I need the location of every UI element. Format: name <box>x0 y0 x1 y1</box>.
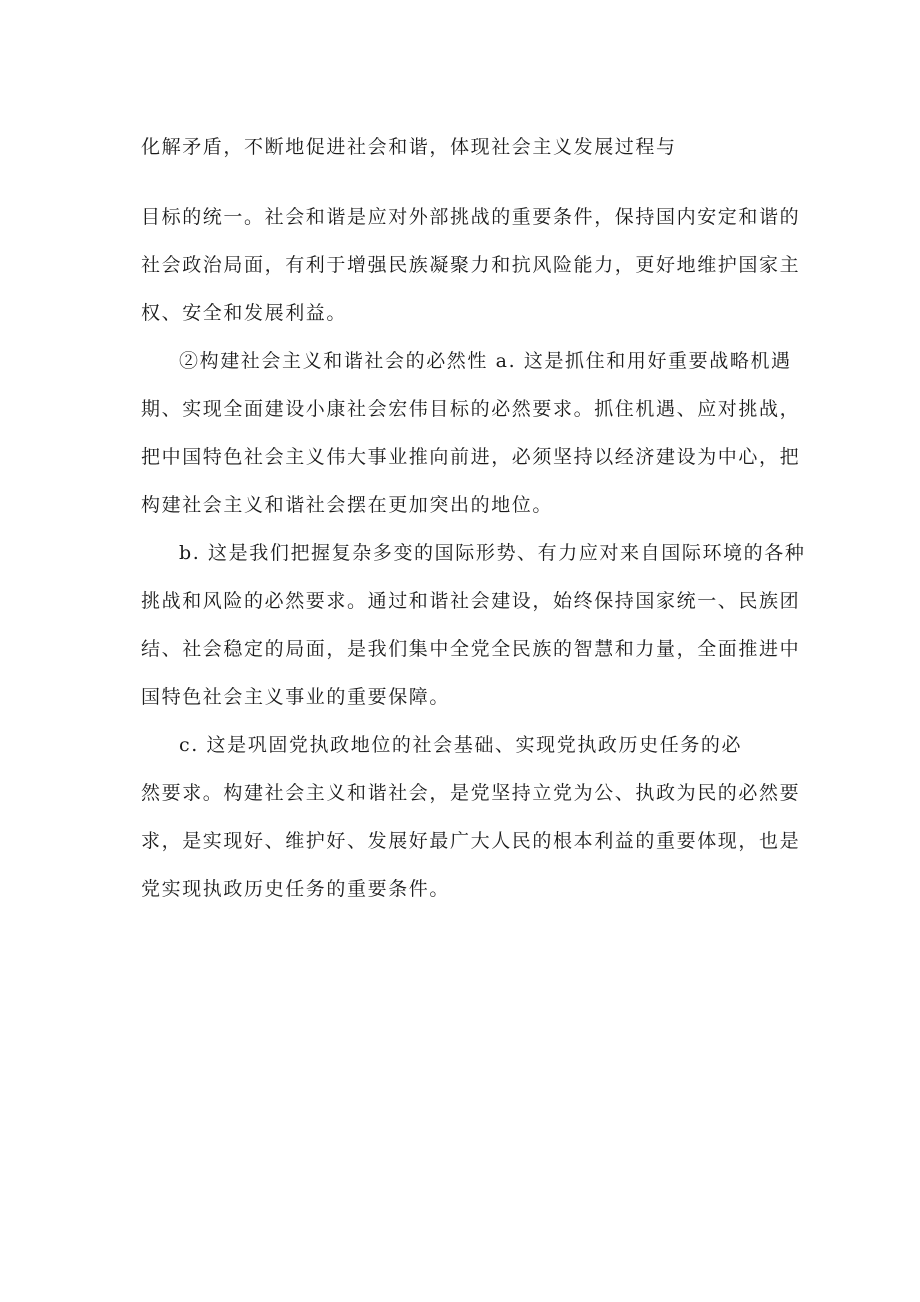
text-line: b. 这是我们把握复杂多变的国际形势、有力应对来自国际环境的各种 <box>179 542 806 564</box>
text-line: 构建社会主义和谐社会摆在更加突出的地位。 <box>141 494 554 516</box>
text-line: 党实现执政历史任务的重要条件。 <box>141 878 451 900</box>
text-line: 结、社会稳定的局面，是我们集中全党全民族的智慧和力量，全面推进中 <box>141 638 801 660</box>
text-line: 化解矛盾，不断地促进社会和谐，体现社会主义发展过程与 <box>141 136 677 158</box>
text-line: 目标的统一。社会和谐是应对外部挑战的重要条件，保持国内安定和谐的 <box>141 206 801 228</box>
text-line: 挑战和风险的必然要求。通过和谐社会建设，始终保持国家统一、民族团 <box>141 590 801 612</box>
text-line: c. 这是巩固党执政地位的社会基础、实现党执政历史任务的必 <box>179 734 743 756</box>
text-line: 社会政治局面，有利于增强民族凝聚力和抗风险能力，更好地维护国家主 <box>141 254 801 276</box>
text-line: 权、安全和发展利益。 <box>141 302 348 324</box>
text-line: 把中国特色社会主义伟大事业推向前进，必须坚持以经济建设为中心，把 <box>141 446 801 468</box>
text-line: 然要求。构建社会主义和谐社会，是党坚持立党为公、执政为民的必然要 <box>141 782 801 804</box>
text-line: 求，是实现好、维护好、发展好最广大人民的根本利益的重要体现，也是 <box>141 830 801 852</box>
text-line: ②构建社会主义和谐社会的必然性 a. 这是抓住和用好重要战略机遇 <box>179 350 792 372</box>
text-line: 期、实现全面建设小康社会宏伟目标的必然要求。抓住机遇、应对挑战， <box>141 398 801 420</box>
text-line: 国特色社会主义事业的重要保障。 <box>141 686 451 708</box>
